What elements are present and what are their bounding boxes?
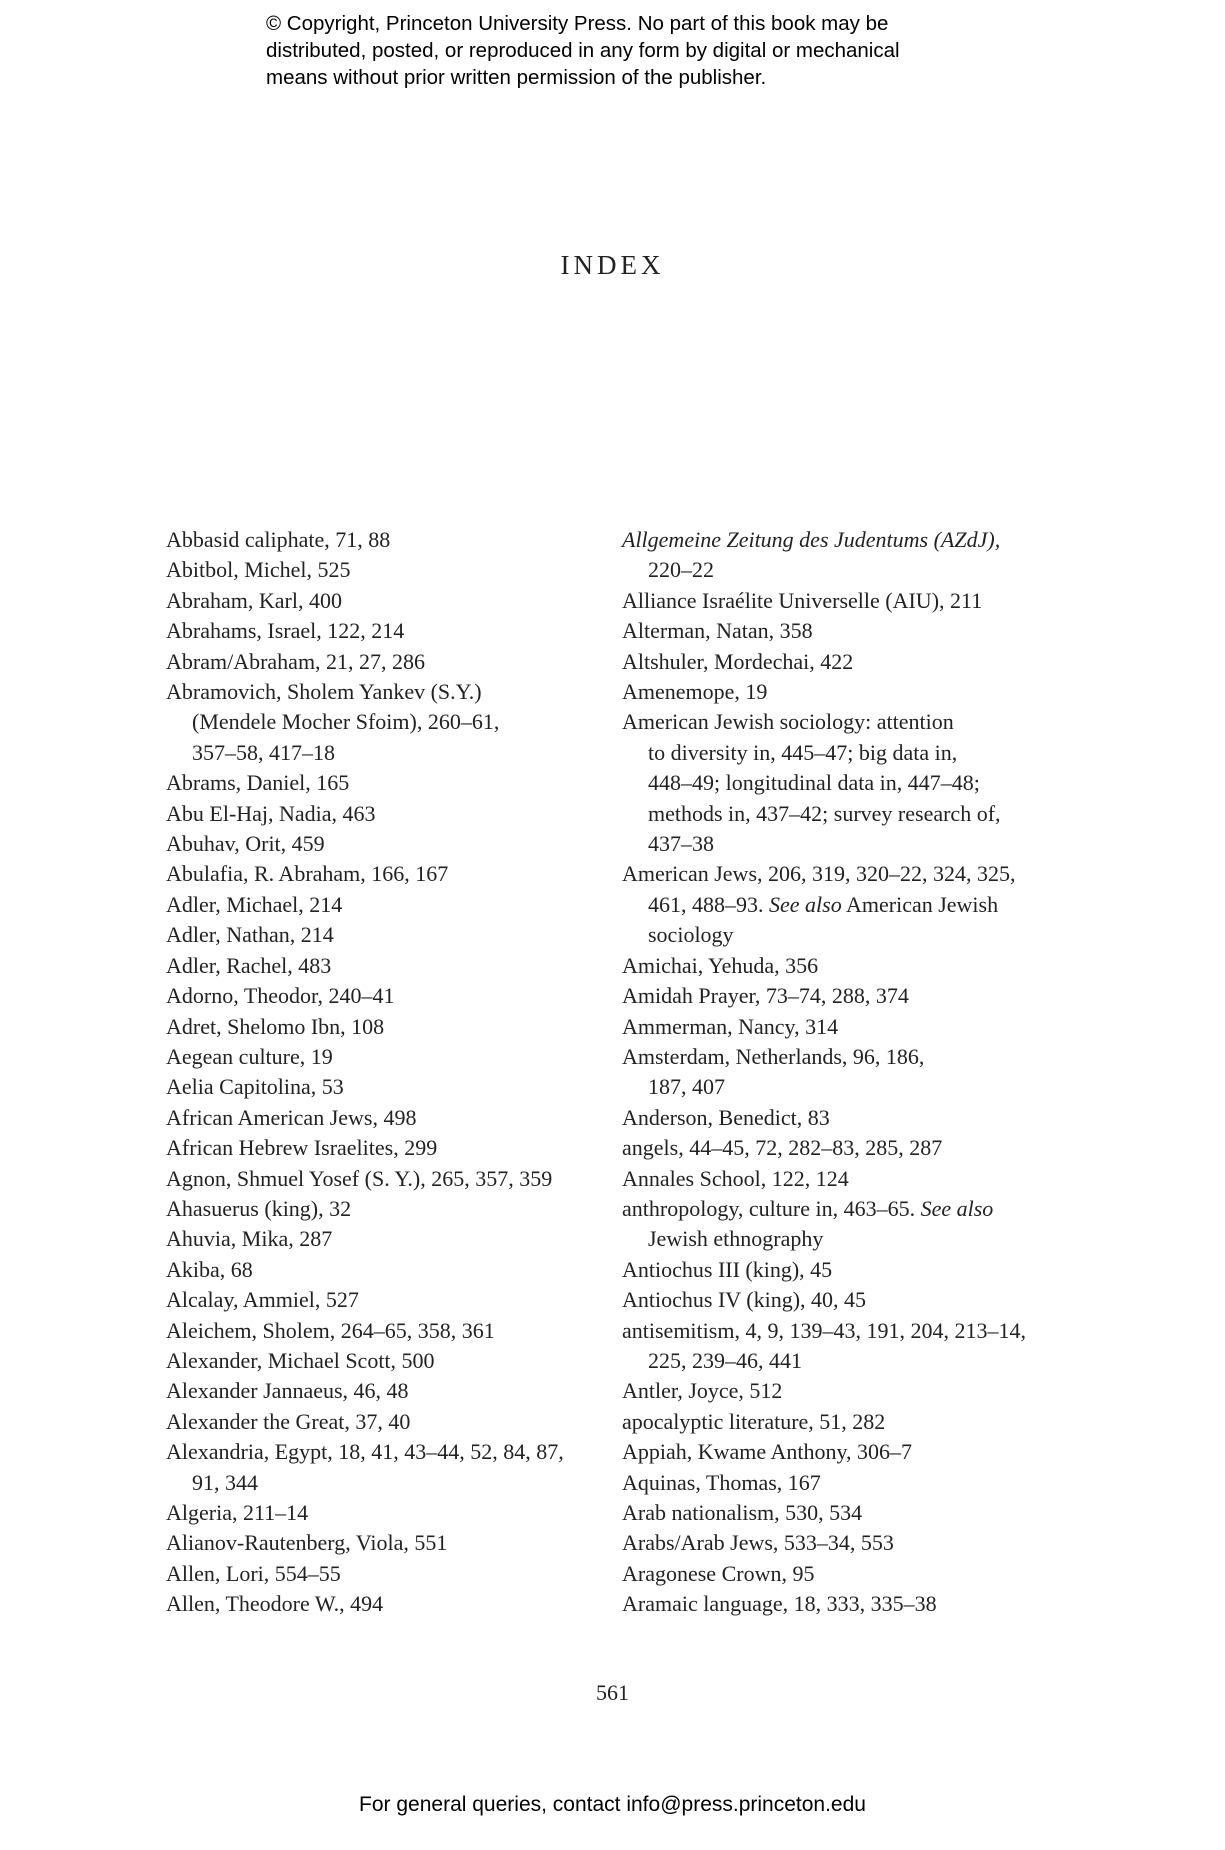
index-entry-text: Adorno, Theodor, 240–41 [166,983,395,1009]
index-entry-text: anthropology, culture in, 463–65. [622,1195,921,1221]
index-entry-continuation: 187, 407 [648,1074,725,1100]
index-entry-text: Agnon, Shmuel Yosef (S. Y.), 265, 357, 359 [166,1165,553,1191]
index-entry-text: Amenemope, 19 [622,679,768,705]
index-entry [166,616,596,646]
index-entry-text: Alliance Israélite Universelle (AIU), 211 [622,587,983,613]
index-entry [166,1285,596,1315]
index-entry-text: 461, 488–93. [648,891,769,917]
index-entry-continuation: 357–58, 417–18 [192,739,335,765]
index-entry [166,1012,596,1042]
index-entry-text: Abrams, Daniel, 165 [166,770,350,796]
index-entry [166,1346,596,1376]
index-entry-text: Amichai, Yehuda, 356 [622,952,819,978]
index-entry-continuation: Jewish ethnography [648,1226,824,1252]
index-entry-continuation: methods in, 437–42; survey research of, [648,800,1001,826]
index-column-left [166,525,596,1620]
index-entry-text: American Jews, 206, 319, 320–22, 324, 325, [622,861,1016,887]
index-entry-text: Aleichem, Sholem, 264–65, 358, 361 [166,1317,495,1343]
index-entry [166,768,596,798]
index-entry-text: Alianov-Rautenberg, Viola, 551 [166,1530,448,1556]
index-entry-continuation: to diversity in, 445–47; big data in, [648,739,958,765]
index-entry-continuation: 437–38 [648,831,714,857]
index-entry-text: Aquinas, Thomas, 167 [622,1469,821,1495]
index-entry [166,1103,596,1133]
see-also-label: See also [920,1195,994,1221]
index-entry [166,920,596,950]
index-entry [622,1437,1052,1467]
index-entry-text: Alexander the Great, 37, 40 [166,1408,411,1434]
index-entry-text: Antiochus III (king), 45 [622,1256,833,1282]
index-entry [622,1528,1052,1558]
copyright-line: means without prior written permission of the publisher. [266,66,767,89]
index-entry [166,555,596,585]
index-entry [622,647,1052,677]
index-entry-continuation: 220–22 [648,557,714,583]
index-entry-text: Amsterdam, Netherlands, 96, 186, [622,1043,925,1069]
index-entry [166,1407,596,1437]
index-entry-text: Aelia Capitolina, 53 [166,1074,344,1100]
index-entry [166,1133,596,1163]
index-entry-text: Abbasid caliphate, 71, 88 [166,527,391,552]
index-entry-text: Amidah Prayer, 73–74, 288, 374 [622,983,909,1009]
index-entry [622,951,1052,981]
index-entry-text: apocalyptic literature, 51, 282 [622,1408,886,1434]
footer-contact: For general queries, contact info@press.princeton.edu [359,1793,866,1816]
index-entry [166,1559,596,1589]
index-entry-continuation: sociology [648,922,734,948]
index-entry [166,829,596,859]
index-entry-text: Ahasuerus (king), 32 [166,1195,352,1221]
index-entry-text: Abram/Abraham, 21, 27, 286 [166,648,426,674]
index-entry [166,1589,596,1619]
index-entry-continuation [622,890,1052,920]
index-entry [166,1528,596,1558]
index-entry [166,1042,596,1072]
page-number: 561 [596,1680,629,1705]
copyright-line: © Copyright, Princeton University Press. No part of this book may be [266,12,889,35]
copyright-line: distributed, posted, or reproduced in any form by digital or mechanical [266,39,900,62]
index-entry-text: Antler, Joyce, 512 [622,1378,783,1404]
index-entry-text: Aegean culture, 19 [166,1043,333,1069]
index-entry-text: Aramaic language, 18, 333, 335–38 [622,1591,937,1617]
index-entry [166,890,596,920]
index-entry [622,1589,1052,1619]
index-entry [622,1498,1052,1528]
index-entry-text: Alexander, Michael Scott, 500 [166,1347,435,1373]
index-entry-text: Adler, Nathan, 214 [166,922,334,948]
index-entry-text: Adler, Rachel, 483 [166,952,332,978]
index-entry-text: African Hebrew Israelites, 299 [166,1135,438,1161]
index-entry [166,951,596,981]
index-entry-text: Alcalay, Ammiel, 527 [166,1287,359,1313]
index-entry-text: African American Jews, 498 [166,1104,417,1130]
copyright-notice [266,10,1026,91]
index-entry [166,677,596,768]
index-entry [166,981,596,1011]
index-entry [622,616,1052,646]
index-entry [622,1164,1052,1194]
index-entry [622,1285,1052,1315]
index-entry [622,525,1052,586]
index-entry-continuation: (Mendele Mocher Sfoim), 260–61, [192,709,500,735]
index-entry-text: Abraham, Karl, 400 [166,587,342,613]
index-entry-text: Adret, Shelomo Ibn, 108 [166,1013,385,1039]
index-entry-continuation: 448–49; longitudinal data in, 447–48; [648,770,980,796]
index-entry-text: Abramovich, Sholem Yankev (S.Y.) [166,679,482,705]
index-entry-text: Antiochus IV (king), 40, 45 [622,1287,867,1313]
index-entry-text [622,1194,1052,1224]
index-entry [166,1164,596,1194]
index-entry-text: Arab nationalism, 530, 534 [622,1500,863,1525]
index-entry [166,1072,596,1102]
index-entry [622,707,1052,859]
see-also-label: See also [769,891,842,917]
index-entry-text: Algeria, 211–14 [166,1500,309,1525]
index-entry [622,1255,1052,1285]
index-entry-text: Ahuvia, Mika, 287 [166,1226,333,1252]
index-entry-text: Allen, Theodore W., 494 [166,1591,384,1617]
index-entry [166,1224,596,1254]
index-entry-text: Allen, Lori, 554–55 [166,1560,341,1586]
index-entry [622,1103,1052,1133]
index-entry-text: Adler, Michael, 214 [166,891,343,917]
index-entry [166,1376,596,1406]
index-entry-text: Annales School, 122, 124 [622,1165,849,1191]
index-entry [166,1498,596,1528]
index-entry [622,1376,1052,1406]
index-column-right [622,525,1052,1620]
index-entry-continuation: 91, 344 [192,1469,258,1495]
page-title: INDEX [560,250,665,280]
index-entry-text: Abuhav, Orit, 459 [166,831,325,857]
index-entry-text: Allgemeine Zeitung des Judentums (AZdJ), [622,527,1001,552]
index-entry [622,1133,1052,1163]
index-entry [622,1407,1052,1437]
index-entry-text: Abrahams, Israel, 122, 214 [166,618,405,644]
index-entry-text: American Jewish [841,891,999,917]
index-entry-text: Abitbol, Michel, 525 [166,557,351,583]
index-entry [166,525,596,555]
index-entry [622,1042,1052,1103]
index-entry [622,1012,1052,1042]
index-entry-text: Alexandria, Egypt, 18, 41, 43–44, 52, 84, 87, [166,1439,564,1465]
index-entry [166,1316,596,1346]
index-entry-text: angels, 44–45, 72, 282–83, 285, 287 [622,1135,943,1161]
index-entry [166,1194,596,1224]
index-entry [166,799,596,829]
index-entry-text: Aragonese Crown, 95 [622,1560,815,1586]
index-entry [622,1559,1052,1589]
index-entry [166,1437,596,1498]
index-entry-text: Abulafia, R. Abraham, 166, 167 [166,861,449,887]
index-entry-text: Anderson, Benedict, 83 [622,1104,830,1130]
index-entry-text: antisemitism, 4, 9, 139–43, 191, 204, 213–14, [622,1317,1026,1343]
index-entry [622,1468,1052,1498]
index-entry-text: Ammerman, Nancy, 314 [622,1013,839,1039]
index-entry-text: Alexander Jannaeus, 46, 48 [166,1378,409,1404]
index-entry [622,1316,1052,1377]
index-entry-text: Akiba, 68 [166,1256,253,1282]
index-entry-continuation: 225, 239–46, 441 [648,1347,802,1373]
index-entry-text: Alterman, Natan, 358 [622,618,813,644]
index-entry [622,981,1052,1011]
index-entry [622,1194,1052,1255]
index-entry [622,859,1052,950]
index-entry [166,647,596,677]
index-entry-text: Abu El-Haj, Nadia, 463 [166,800,376,826]
index-entry [166,586,596,616]
index-entry-text: Arabs/Arab Jews, 533–34, 553 [622,1530,894,1556]
index-entry [166,1255,596,1285]
index-entry-text: Appiah, Kwame Anthony, 306–7 [622,1439,913,1465]
index-entry [622,677,1052,707]
index-entry [622,586,1052,616]
index-entry-text: American Jewish sociology: attention [622,709,954,735]
index-entry-text: Altshuler, Mordechai, 422 [622,648,854,674]
index-entry [166,859,596,889]
